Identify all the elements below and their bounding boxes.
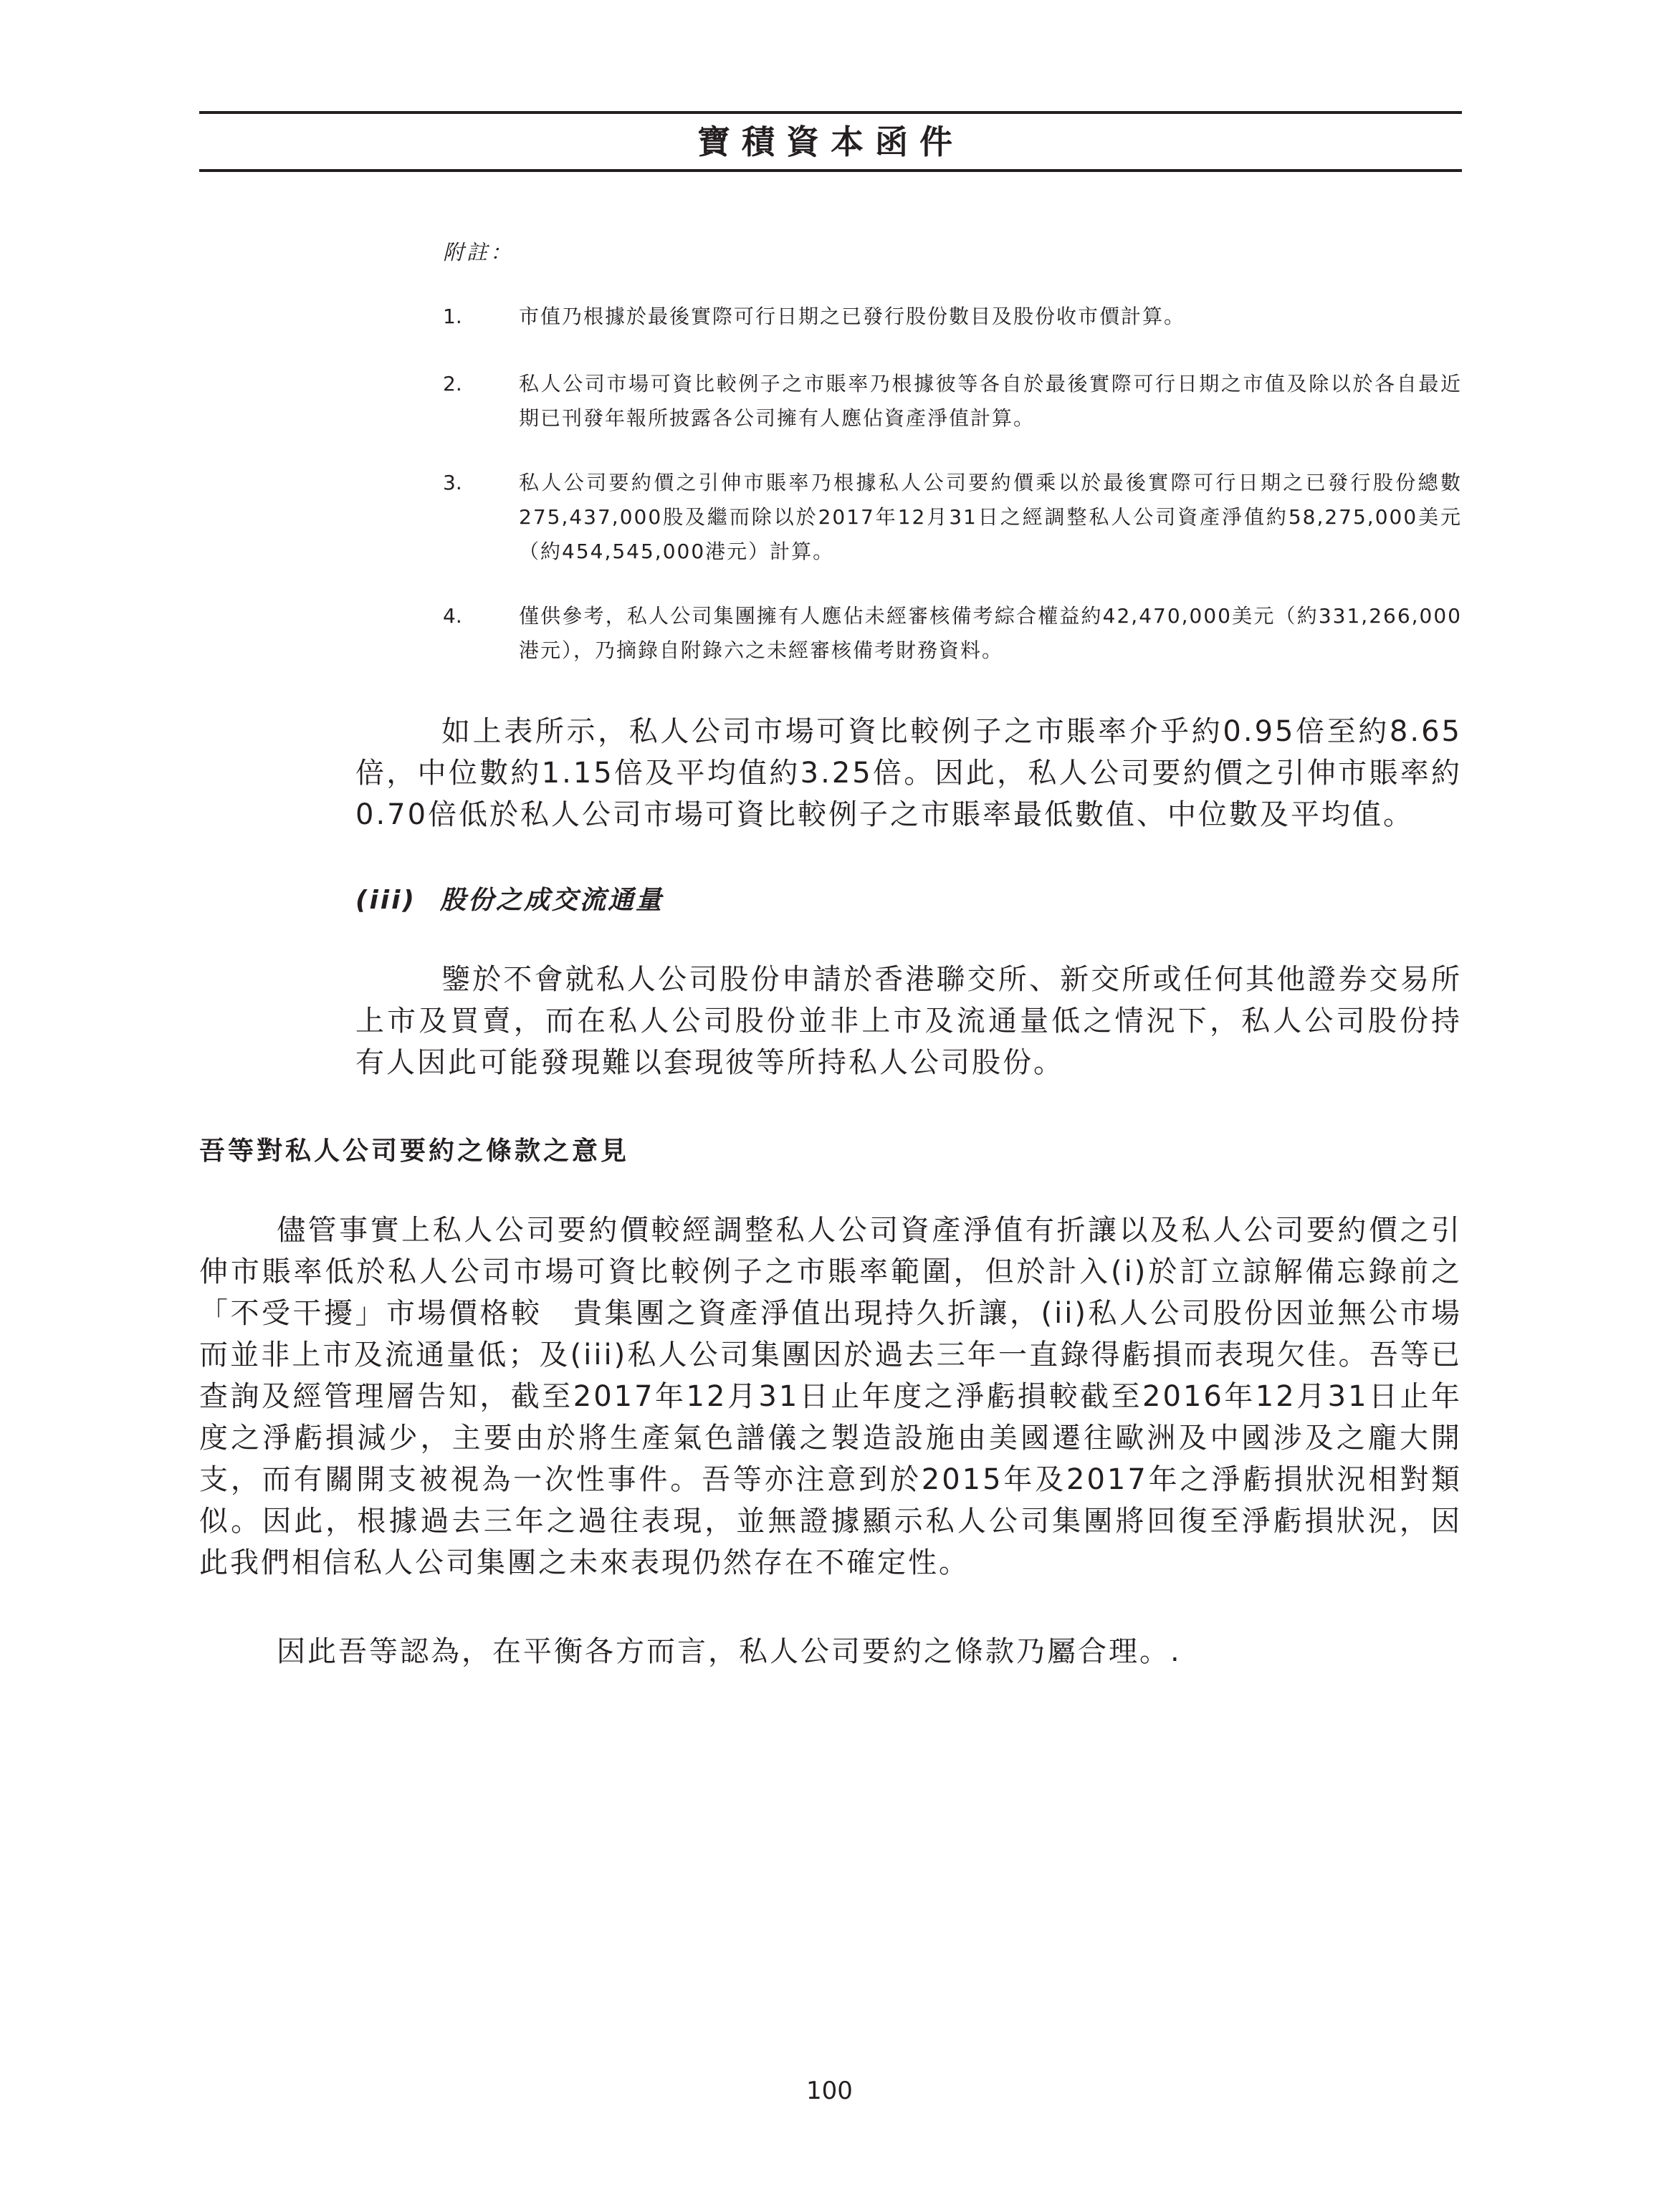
section-heading: 吾等對私人公司要約之條款之意見 — [199, 1136, 630, 1166]
subsection-heading — [355, 880, 664, 916]
opinion-paragraph: 儘管事實上私人公司要約價較經調整私人公司資產淨值有折讓以及私人公司要約價之引伸市賬率低於私人公司市場可資比較例子之市賬率範圍，但於計入(i)於訂立諒解備忘錄前之「不受干擾」市場價格較 貴集團之資產淨值出現持久折讓，(ii)私人公司股份因並無公市場而並非上市及流通量低；及(iii)私人公司集團因於過去三年一直錄得虧損而表現欠佳。吾等已查詢及經管理層告知，截至2017年12月31日止年度之淨虧損較截至2016年12月31日止年度之淨虧損減少，主要由於將生產氣色譜儀之製造設施由美國遷往歐洲及中國涉及之龐大開支，而有關開支被視為一次性事件。吾等亦注意到於2015年及2017年之淨虧損狀況相對類似。因此，根據過去三年之過往表現，並無證據顯示私人公司集團將回復至淨虧損狀況，因此我們相信私人公司集團之未來表現仍然存在不確定性。 — [199, 1214, 1462, 1579]
subsection-number: (iii) — [355, 886, 416, 915]
note-number: 3. — [443, 471, 462, 494]
notes-heading: 附註： — [443, 240, 515, 264]
note-text: 市值乃根據於最後實際可行日期之已發行股份數目及股份收市價計算。 — [519, 305, 1186, 328]
note-number: 1. — [443, 305, 462, 328]
page-header-title: 寶積資本函件 — [697, 123, 964, 161]
note-item — [443, 367, 1462, 436]
note-text: 僅供參考，私人公司集團擁有人應佔未經審核備考綜合權益約42,470,000美元（約331,266,000港元），乃摘錄自附錄六之未經審核備考財務資料。 — [519, 604, 1462, 662]
liquidity-paragraph: 鑒於不會就私人公司股份申請於香港聯交所、新交所或任何其他證券交易所上市及買賣，而在私人公司股份並非上市及流通量低之情況下，私人公司股份持有人因此可能發現難以套現彼等所持私人公司股份。 — [355, 963, 1462, 1079]
header-top-rule — [199, 111, 1462, 114]
page-number: 100 — [806, 2077, 853, 2105]
note-text: 私人公司要約價之引伸市賬率乃根據私人公司要約價乘以於最後實際可行日期之已發行股份總數275,437,000股及繼而除以於2017年12月31日之經調整私人公司資產淨值約58,275,000美元（約454,545,000港元）計算。 — [519, 471, 1462, 563]
header-bottom-rule — [199, 169, 1462, 172]
note-number: 4. — [443, 604, 462, 628]
note-text: 私人公司市場可資比較例子之市賬率乃根據彼等各自於最後實際可行日期之市值及除以於各自最近期已刊發年報所披露各公司擁有人應佔資產淨值計算。 — [519, 372, 1462, 430]
note-item — [443, 300, 1462, 334]
pb-ratio-paragraph: 如上表所示，私人公司市場可資比較例子之市賬率介乎約0.95倍至約8.65倍，中位數約1.15倍及平均值約3.25倍。因此，私人公司要約價之引伸市賬率約0.70倍低於私人公司市場可資比較例子之市賬率最低數值、中位數及平均值。 — [355, 715, 1462, 831]
note-number: 2. — [443, 372, 462, 396]
note-item — [443, 466, 1462, 569]
conclusion-paragraph: 因此吾等認為，在平衡各方而言，私人公司要約之條款乃屬合理。. — [277, 1635, 1182, 1668]
note-item — [443, 599, 1462, 668]
subsection-title: 股份之成交流通量 — [440, 886, 664, 915]
